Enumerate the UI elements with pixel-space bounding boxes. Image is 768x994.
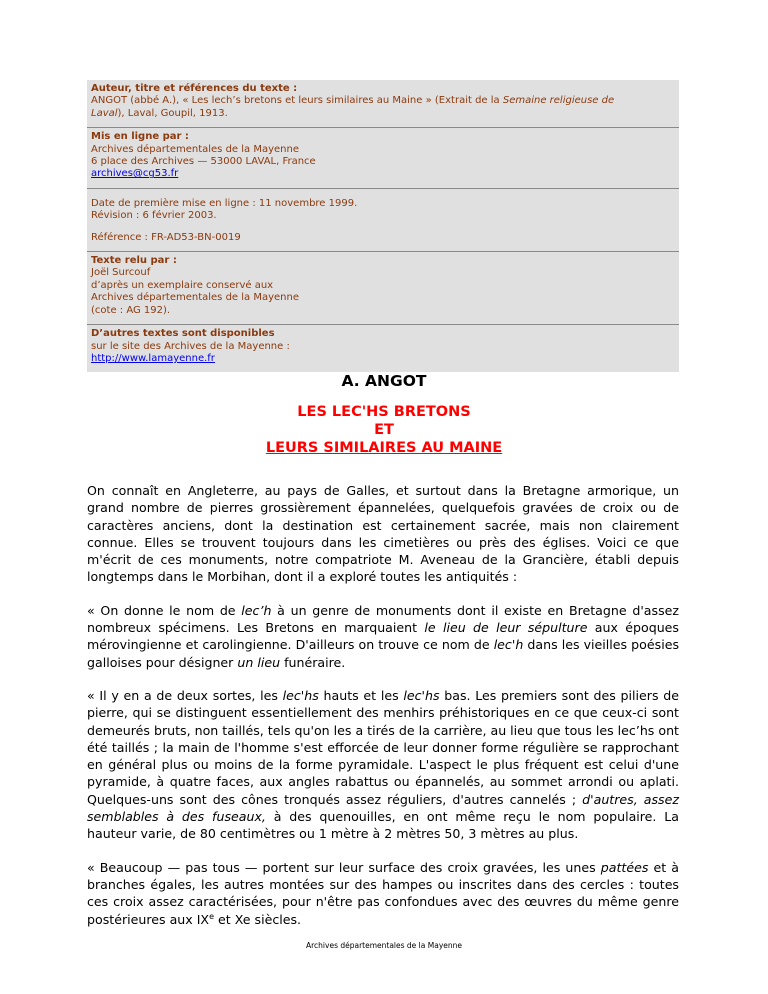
- relu-line: Joël Surcouf: [91, 267, 151, 279]
- auteur-text: [91, 95, 675, 120]
- paragraph: « On donne le nom de lec’h à un genre de monuments dont il existe en Bretagne d'assez nombreux spécimens. Les Bretons en marquaient le lieu de leur sépulture aux époques mérovingienne et carolingienne. D'ailleurs on trouve ce nom de lec'h dans les vieilles poésies galloises pour désigner un lieu funéraire.: [87, 602, 679, 670]
- paragraph: On connaît en Angleterre, au pays de Galles, et surtout dans la Bretagne armorique, un grand nombre de pierres grossièrement épannelées, quelquefois gravées de croix ou de caractères anciens, dont la destination est certainement sacrée, mais non clairement connue. Elles se trouvent toujours dans les cimetières ou près des églises. Voici ce que m'écrit de ces monuments, notre compatriote M. Aveneau de la Grancière, établi depuis longtemps dans le Morbihan, dont il a exploré toutes les antiquités :: [87, 483, 679, 585]
- autres-line: sur le site des Archives de la Mayenne :: [91, 340, 290, 352]
- info-section-relu: [87, 251, 679, 324]
- auteur-text-part: ), Laval, Goupil, 1913.: [117, 107, 228, 119]
- paragraph: « Beaucoup — pas tous — portent sur leur surface des croix gravées, les unes pattées et à branches égales, les autres montées sur des hampes ou inscrites dans des cercles : toutes ces croix assez caractérisées, pour n'être pas confondues avec des œuvres du même genre postérieures aux IXe et Xe siècles.: [87, 859, 679, 927]
- auteur-label: Auteur, titre et références du texte :: [91, 83, 298, 94]
- auteur-italic-part: Semaine religieuse de: [502, 95, 615, 107]
- title-line: LEURS SIMILAIRES AU MAINE: [265, 440, 503, 456]
- autres-label: D’autres textes sont disponibles: [91, 328, 275, 340]
- title-line: LES LEC'HS BRETONS: [297, 404, 471, 420]
- date-line: Date de première mise en ligne : 11 novembre 1999.: [91, 197, 358, 209]
- info-box: [87, 80, 679, 372]
- mis-label: Mis en ligne par :: [91, 131, 189, 143]
- relu-label: Texte relu par :: [91, 255, 177, 267]
- relu-line: Archives départementales de la Mayenne: [91, 292, 299, 304]
- page-footer: Archives départementales de la Mayenne: [306, 941, 462, 950]
- date-line: Révision : 6 février 2003.: [91, 210, 217, 222]
- info-section-mis-en-ligne: [87, 127, 679, 188]
- info-section-dates: [87, 188, 679, 251]
- info-section-autres: [87, 324, 679, 372]
- auteur-text-part: ANGOT (abbé A.), « Les lech’s bretons et leurs similaires au Maine » (Extrait de la: [91, 95, 503, 107]
- relu-line: (cote : AG 192).: [91, 304, 171, 316]
- email-link[interactable]: archives@cg53.fr: [91, 168, 179, 180]
- mis-line: Archives départementales de la Mayenne: [91, 143, 299, 155]
- auteur-italic-part: Laval: [91, 107, 118, 119]
- document-title: [0, 403, 768, 457]
- website-link[interactable]: http://www.lamayenne.fr: [91, 352, 215, 364]
- info-section-auteur: [87, 80, 679, 127]
- author-heading: A. ANGOT: [341, 372, 427, 390]
- relu-line: d’après un exemplaire conservé aux: [91, 279, 274, 291]
- mis-line: 6 place des Archives — 53000 LAVAL, France: [91, 156, 316, 168]
- body-text: [87, 482, 679, 944]
- title-line: ET: [374, 422, 394, 438]
- reference: Référence : FR-AD53-BN-0019: [91, 231, 241, 243]
- paragraph: « Il y en a de deux sortes, les lec'hs hauts et les lec'hs bas. Les premiers sont des piliers de pierre, qui se distinguent essentiellement des menhirs préhistoriques en ce que ceux-ci sont demeurés bruts, non taillés, tels qu'on les a tirés de la carrière, au lieu que tous les lec’hs ont été taillés ; la main de l'homme s'est efforcée de leur donner forme régulière se rapprochant en général plus ou moins de la forme pyramidale. L'aspect le plus fréquent est celui d'une pyramide, à quatre faces, aux angles rabattus ou épannelés, au sommet arrondi ou aplati. Quelques-uns sont des cônes tronqués assez réguliers, d'autres cannelés ; d'autres, assez semblables à des fuseaux, à des quenouilles, en ont même reçu le nom populaire. La hauteur varie, de 80 centimètres ou 1 mètre à 2 mètres 50, 3 mètres au plus.: [87, 687, 679, 842]
